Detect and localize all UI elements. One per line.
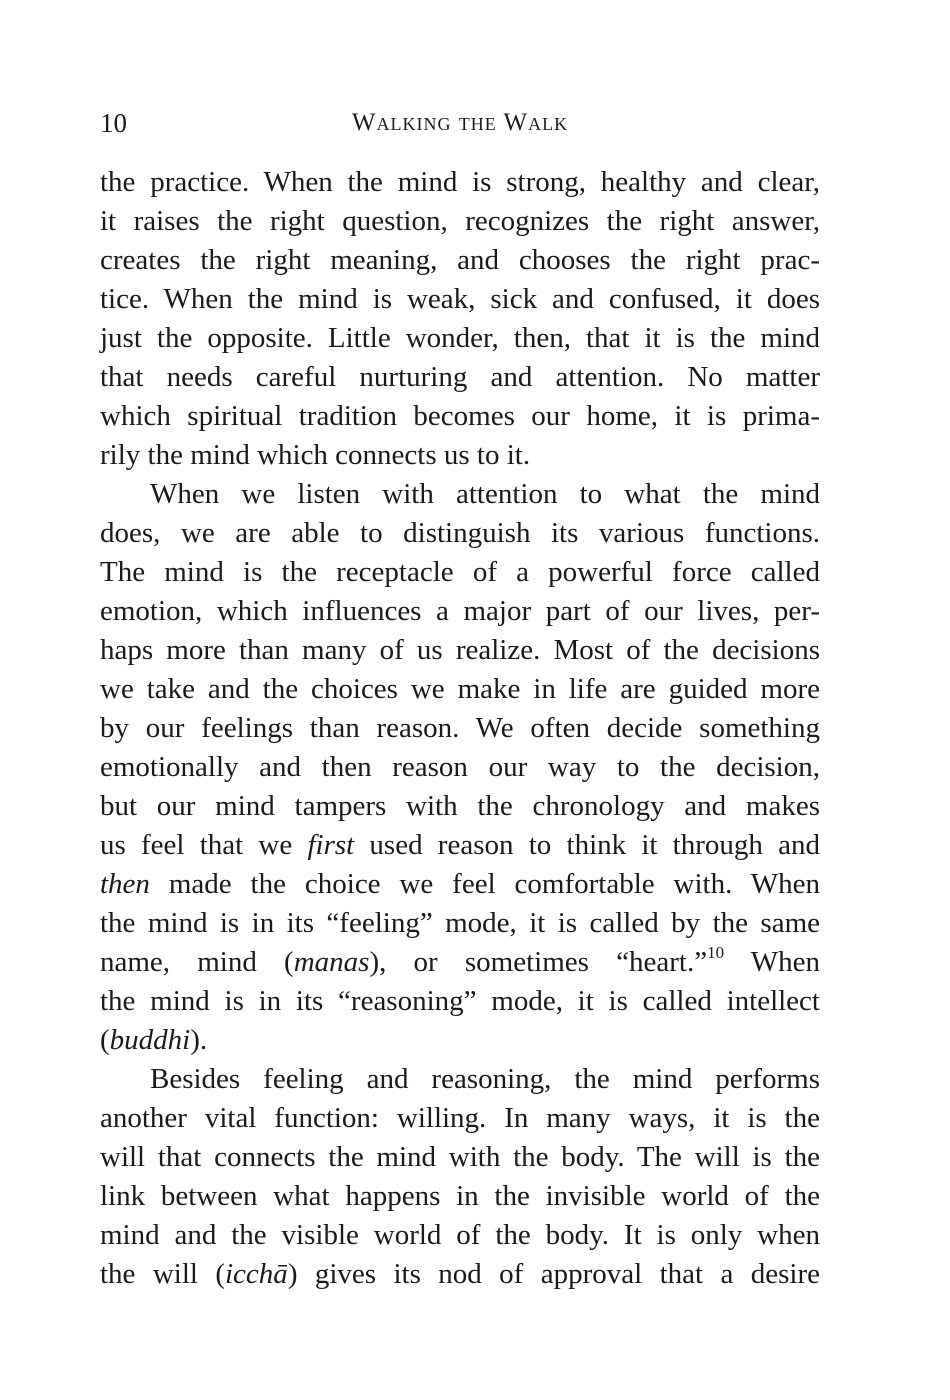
text-line: it raises the right question, recognizes the right answer,	[100, 205, 820, 237]
text-span: name, mind (	[100, 946, 294, 978]
text-line: we take and the choices we make in life are guided more	[100, 673, 820, 705]
text-line: emotionally and then reason our way to the decision,	[100, 751, 820, 783]
italic-term: buddhi	[109, 1024, 191, 1056]
text-line: by our feelings than reason. We often decide something	[100, 712, 820, 744]
text-line: emotion, which influences a major part of our lives, per-	[100, 595, 820, 627]
text-line: does, we are able to distinguish its various functions.	[100, 517, 820, 549]
text-line: that needs careful nurturing and attention. No matter	[100, 361, 820, 393]
text-line: will that connects the mind with the body. The will is the	[100, 1141, 820, 1173]
text-line	[100, 1021, 820, 1060]
text-line: the mind is in its “reasoning” mode, it is called intellect	[100, 985, 820, 1017]
text-line: rily the mind which connects us to it.	[100, 439, 531, 471]
text-span: ), or sometimes “heart.”	[369, 946, 708, 978]
text-line: creates the right meaning, and chooses the right prac-	[100, 244, 820, 276]
text-line: When we listen with attention to what the mind	[150, 478, 820, 510]
italic-term: icchā	[225, 1258, 288, 1290]
page-header	[100, 106, 820, 140]
text-line: haps more than many of us realize. Most of the decisions	[100, 634, 820, 666]
text-line: The mind is the receptacle of a powerful force called	[100, 556, 820, 588]
text-span: When	[724, 946, 820, 978]
text-line: link between what happens in the invisible world of the	[100, 1180, 820, 1212]
text-line: mind and the visible world of the body. It is only when	[100, 1219, 820, 1251]
text-line: another vital function: willing. In many ways, it is the	[100, 1102, 820, 1134]
text-span: made the choice we feel comfortable with. When	[149, 868, 820, 900]
text-line: Besides feeling and reasoning, the mind performs	[150, 1063, 820, 1095]
body-text	[100, 163, 820, 1294]
page-number: 10	[100, 108, 127, 138]
text-line: the practice. When the mind is strong, healthy and clear,	[100, 166, 820, 198]
text-line	[100, 826, 820, 865]
text-span: us feel that we	[100, 829, 308, 861]
text-line	[100, 865, 820, 904]
text-span: the will (	[100, 1258, 225, 1290]
text-span: ).	[190, 1024, 208, 1056]
text-line: the mind is in its “feeling” mode, it is called by the same	[100, 907, 820, 939]
running-head: Walking the Walk	[351, 109, 569, 136]
text-line	[100, 1255, 820, 1294]
italic-term: then	[100, 868, 150, 900]
text-span: (	[100, 1024, 110, 1056]
italic-term: first	[307, 829, 355, 861]
text-line: just the opposite. Little wonder, then, that it is the mind	[100, 322, 820, 354]
text-line: but our mind tampers with the chronology and makes	[100, 790, 820, 822]
text-span: used reason to think it through and	[354, 829, 820, 861]
text-line: which spiritual tradition becomes our home, it is prima-	[100, 400, 820, 432]
footnote-marker: 10	[707, 943, 725, 963]
text-line: tice. When the mind is weak, sick and confused, it does	[100, 283, 820, 315]
text-span: ) gives its nod of approval that a desire	[287, 1258, 820, 1290]
italic-term: manas	[293, 946, 370, 978]
text-line	[100, 943, 820, 982]
